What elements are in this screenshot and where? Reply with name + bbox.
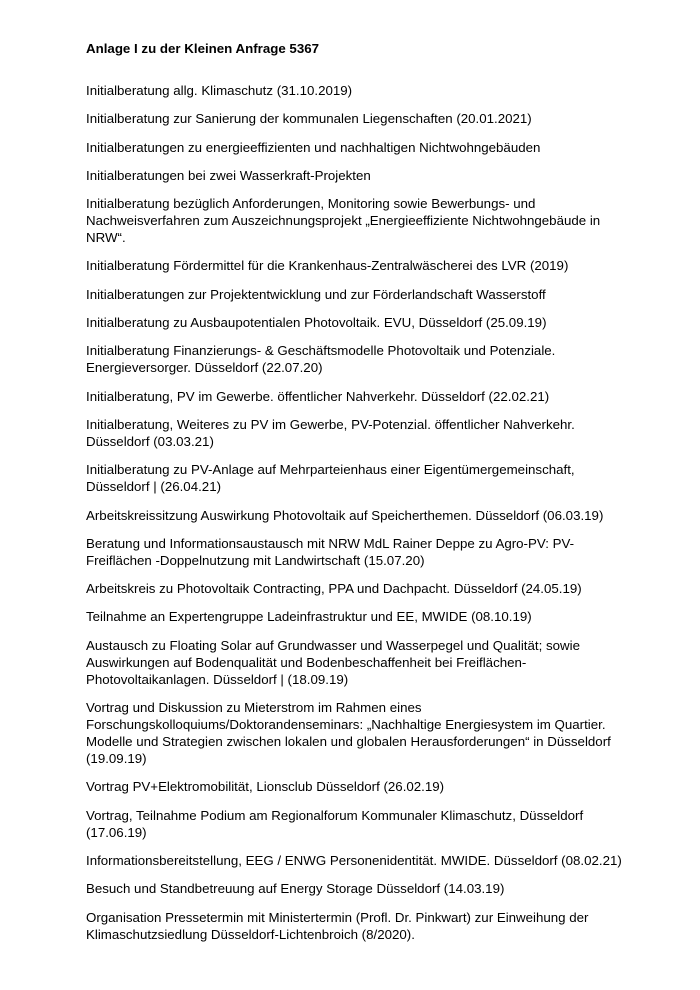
list-item — [86, 314, 626, 331]
list-item-line: Photovoltaikanlagen. Düsseldorf | (18.09.19) — [86, 671, 349, 687]
list-item-line: Klimaschutzsiedlung Düsseldorf-Lichtenbroich (8/2020). — [86, 926, 415, 942]
list-item-line: Initialberatung, Weiteres zu PV im Gewerbe, PV-Potenzial. öffentlicher Nahverkehr. — [86, 416, 575, 432]
list-item-line: Initialberatungen zu energieeffizienten und nachhaltigen Nichtwohngebäuden — [86, 139, 541, 155]
list-item — [86, 139, 626, 156]
list-item-line: Initialberatungen bei zwei Wasserkraft-Projekten — [86, 167, 371, 183]
list-item-line: Initialberatungen zur Projektentwicklung und zur Förderlandschaft Wasserstoff — [86, 286, 546, 302]
list-item — [86, 909, 626, 943]
list-item — [86, 257, 626, 274]
list-item-line: Initialberatung bezüglich Anforderungen, Monitoring sowie Bewerbungs- und — [86, 196, 536, 212]
list-item — [86, 286, 626, 303]
document-title: Anlage I zu der Kleinen Anfrage 5367 — [86, 41, 320, 56]
list-item-line: Initialberatung zu PV-Anlage auf Mehrparteienhaus einer Eigentümergemeinschaft, — [86, 462, 575, 478]
list-item-line: Austausch zu Floating Solar auf Grundwasser und Wasserpegel und Qualität; sowie — [86, 637, 580, 653]
list-item-line: Teilnahme an Expertengruppe Ladeinfrastruktur und EE, MWIDE (08.10.19) — [86, 609, 532, 625]
list-item — [86, 880, 626, 897]
list-item — [86, 416, 626, 450]
list-item-line: Informationsbereitstellung, EEG / ENWG Personenidentität. MWIDE. Düsseldorf (08.02.21) — [86, 852, 622, 868]
list-item — [86, 110, 626, 127]
list-item-line: Vortrag und Diskussion zu Mieterstrom im Rahmen eines — [86, 700, 422, 716]
list-item-line: Beratung und Informationsaustausch mit NRW MdL Rainer Deppe zu Agro-PV: PV- — [86, 535, 575, 551]
list-item-line: Initialberatung zu Ausbaupotentialen Photovoltaik. EVU, Düsseldorf (25.09.19) — [86, 315, 547, 331]
list-item-line: Modelle und Strategien zwischen lokalen und globalen Herausforderungen“ in Düsseldorf — [86, 734, 611, 750]
list-item — [86, 699, 626, 767]
list-item-line: Düsseldorf (03.03.21) — [86, 433, 214, 449]
list-item — [86, 580, 626, 597]
list-item-line: Initialberatung Fördermittel für die Krankenhaus-Zentralwäscherei des LVR (2019) — [86, 258, 569, 274]
list-item-line: (19.09.19) — [86, 751, 147, 767]
list-item — [86, 461, 626, 495]
list-item-line: NRW“. — [86, 230, 126, 246]
list-item — [86, 807, 626, 841]
list-item-line: Freiflächen -Doppelnutzung mit Landwirtschaft (15.07.20) — [86, 552, 425, 568]
list-item-line: Besuch und Standbetreuung auf Energy Storage Düsseldorf (14.03.19) — [86, 881, 505, 897]
list-item-line: Forschungskolloquiums/Doktorandenseminars: „Nachhaltige Energiesystem im Quartier. — [86, 717, 606, 733]
list-item-line: Nachweisverfahren zum Auszeichnungsprojekt „Energieeffiziente Nichtwohngebäude in — [86, 213, 601, 229]
list-item — [86, 167, 626, 184]
list-item — [86, 852, 626, 869]
list-item — [86, 637, 626, 688]
list-item-line: Düsseldorf | (26.04.21) — [86, 479, 222, 495]
list-item-line: Initialberatung, PV im Gewerbe. öffentlicher Nahverkehr. Düsseldorf (22.02.21) — [86, 388, 550, 404]
list-item-line: Initialberatung allg. Klimaschutz (31.10.2019) — [86, 83, 353, 98]
list-item-line: Energieversorger. Düsseldorf (22.07.20) — [86, 360, 323, 376]
list-item-line: Auswirkungen auf Bodenqualität und Bodenbeschaffenheit bei Freiflächen- — [86, 654, 527, 670]
list-item — [86, 778, 626, 795]
entry-list — [86, 82, 626, 954]
list-item — [86, 195, 626, 246]
list-item-line: Initialberatung Finanzierungs- & Geschäftsmodelle Photovoltaik und Potenziale. — [86, 343, 556, 359]
list-item-line: Vortrag PV+Elektromobilität, Lionsclub Düsseldorf (26.02.19) — [86, 779, 445, 795]
list-item-line: Organisation Pressetermin mit Ministertermin (Profl. Dr. Pinkwart) zur Einweihung der — [86, 909, 589, 925]
list-item-line: (17.06.19) — [86, 824, 147, 840]
list-item — [86, 608, 626, 625]
list-item-line: Vortrag, Teilnahme Podium am Regionalforum Kommunaler Klimaschutz, Düsseldorf — [86, 807, 584, 823]
list-item-line: Initialberatung zur Sanierung der kommunalen Liegenschaften (20.01.2021) — [86, 111, 532, 127]
list-item — [86, 342, 626, 376]
list-item — [86, 388, 626, 405]
list-item-line: Arbeitskreissitzung Auswirkung Photovoltaik auf Speicherthemen. Düsseldorf (06.03.19) — [86, 507, 604, 523]
list-item — [86, 82, 626, 99]
list-item — [86, 507, 626, 524]
list-item — [86, 535, 626, 569]
list-item-line: Arbeitskreis zu Photovoltaik Contracting, PPA und Dachpacht. Düsseldorf (24.05.19) — [86, 581, 582, 597]
